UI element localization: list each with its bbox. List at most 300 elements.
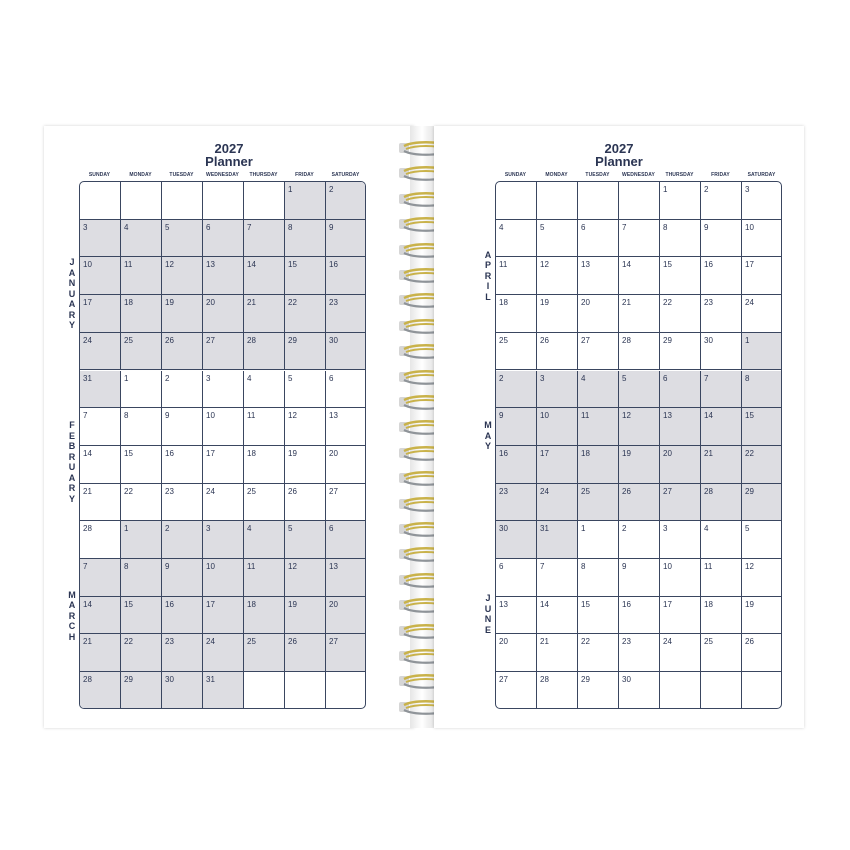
day-cell[interactable] [326,295,366,333]
day-number: 1 [663,185,668,194]
day-number: 23 [622,637,631,647]
day-number: 8 [745,373,750,383]
day-cell[interactable] [285,672,326,709]
day-number: 28 [83,675,92,685]
day-number: 6 [499,562,504,571]
day-cell[interactable] [162,634,203,672]
day-cell[interactable] [742,597,782,635]
day-number: 2 [165,524,170,534]
day-cell[interactable] [326,371,366,409]
day-cell[interactable] [496,220,537,258]
day-cell[interactable] [742,634,782,672]
day-number: 16 [165,448,174,458]
day-cell[interactable] [537,446,578,484]
day-cell[interactable] [578,672,619,709]
day-cell[interactable] [121,484,162,522]
day-cell[interactable] [496,559,537,597]
day-cell[interactable] [244,220,285,258]
day-cell[interactable] [578,559,619,597]
day-cell[interactable] [203,597,244,635]
day-number: 28 [704,486,713,496]
day-cell[interactable] [326,521,366,559]
day-number: 20 [663,448,672,458]
day-cell[interactable] [121,408,162,446]
day-cell[interactable] [162,672,203,709]
weekday-tuesday: TUESDAY [169,172,194,178]
day-cell[interactable] [121,672,162,709]
day-number: 22 [124,637,133,647]
day-cell[interactable] [578,446,619,484]
day-number: 30 [622,675,631,685]
day-number: 4 [581,373,586,383]
day-cell[interactable] [537,333,578,371]
day-number: 12 [288,411,297,421]
day-number: 16 [704,260,713,270]
day-cell[interactable] [203,559,244,597]
day-cell[interactable] [619,446,660,484]
day-cell[interactable] [80,408,121,446]
day-cell[interactable] [496,446,537,484]
day-cell[interactable] [121,446,162,484]
day-cell[interactable] [496,521,537,559]
day-cell[interactable] [701,182,742,220]
day-cell[interactable] [660,182,701,220]
day-cell[interactable] [162,408,203,446]
day-number: 25 [581,486,590,496]
day-number: 8 [663,222,668,232]
day-cell[interactable] [162,182,203,220]
day-cell[interactable] [660,559,701,597]
day-cell[interactable] [80,220,121,258]
day-cell[interactable] [496,295,537,333]
day-cell[interactable] [537,521,578,559]
day-cell[interactable] [701,559,742,597]
day-cell[interactable] [244,634,285,672]
day-cell[interactable] [537,182,578,220]
day-number: 21 [540,637,549,647]
day-cell[interactable] [203,371,244,409]
day-cell[interactable] [80,672,121,709]
day-cell[interactable] [326,597,366,635]
day-cell[interactable] [244,521,285,559]
day-cell[interactable] [660,333,701,371]
day-cell[interactable] [80,371,121,409]
day-cell[interactable] [578,521,619,559]
day-cell[interactable] [537,257,578,295]
day-cell[interactable] [244,371,285,409]
day-cell[interactable] [619,220,660,258]
day-number: 15 [745,411,754,421]
day-cell[interactable] [537,220,578,258]
day-number: 9 [499,411,504,421]
day-number: 19 [288,448,297,458]
day-cell[interactable] [660,220,701,258]
day-cell[interactable] [121,257,162,295]
day-cell[interactable] [578,371,619,409]
day-cell[interactable] [496,257,537,295]
day-cell[interactable] [162,597,203,635]
day-number: 1 [581,524,586,534]
day-cell[interactable] [742,408,782,446]
day-cell[interactable] [80,257,121,295]
day-cell[interactable] [496,484,537,522]
day-number: 23 [704,298,713,308]
weekday-friday: FRIDAY [295,172,314,178]
day-cell[interactable] [244,559,285,597]
day-cell[interactable] [203,220,244,258]
day-cell[interactable] [619,371,660,409]
weekday-monday: MONDAY [545,172,568,178]
day-cell[interactable] [701,634,742,672]
day-cell[interactable] [660,371,701,409]
day-number: 27 [329,486,338,496]
day-number: 9 [165,411,170,421]
day-number: 7 [83,562,88,571]
day-cell[interactable] [660,446,701,484]
day-number: 8 [124,562,129,571]
day-cell[interactable] [285,559,326,597]
day-cell[interactable] [537,634,578,672]
day-cell[interactable] [162,295,203,333]
day-cell[interactable] [578,182,619,220]
day-cell[interactable] [701,672,742,709]
day-number: 4 [247,524,252,534]
day-cell[interactable] [537,371,578,409]
day-cell[interactable] [742,371,782,409]
weekday-wednesday: WEDNESDAY [622,172,655,178]
day-number: 2 [622,524,627,534]
day-cell[interactable] [80,484,121,522]
day-number: 21 [704,448,713,458]
day-cell[interactable] [162,333,203,371]
day-cell[interactable] [537,559,578,597]
day-cell[interactable] [326,408,366,446]
left-calendar-grid [79,181,366,709]
day-cell[interactable] [537,408,578,446]
day-cell[interactable] [660,484,701,522]
day-number: 12 [745,562,754,571]
left-year: 2027 [214,141,244,156]
day-cell[interactable] [578,634,619,672]
day-number: 1 [288,185,293,194]
day-cell[interactable] [285,484,326,522]
day-cell[interactable] [203,408,244,446]
day-cell[interactable] [537,672,578,709]
day-cell[interactable] [203,484,244,522]
day-cell[interactable] [80,182,121,220]
day-cell[interactable] [244,446,285,484]
day-cell[interactable] [537,295,578,333]
weekday-saturday: SATURDAY [747,172,776,178]
day-cell[interactable] [619,182,660,220]
day-cell[interactable] [244,672,285,709]
day-number: 30 [704,335,713,345]
weekday-sunday: SUNDAY [504,172,527,178]
day-number: 27 [206,335,215,345]
day-cell[interactable] [121,371,162,409]
right-planner-word: Planner [595,154,643,169]
day-cell[interactable] [244,257,285,295]
day-cell[interactable] [660,257,701,295]
day-cell[interactable] [742,257,782,295]
day-cell[interactable] [326,484,366,522]
day-number: 17 [663,599,672,609]
day-number: 22 [745,448,754,458]
day-number: 30 [499,524,508,534]
day-cell[interactable] [742,672,782,709]
day-cell[interactable] [285,634,326,672]
day-cell[interactable] [121,597,162,635]
day-cell[interactable] [203,521,244,559]
day-number: 25 [704,637,713,647]
day-cell[interactable] [121,295,162,333]
day-cell[interactable] [203,333,244,371]
day-cell[interactable] [285,257,326,295]
day-number: 31 [540,524,549,534]
day-cell[interactable] [701,484,742,522]
day-number: 14 [83,448,92,458]
day-number: 3 [206,373,211,383]
day-number: 28 [622,335,631,345]
day-cell[interactable] [285,182,326,220]
day-cell[interactable] [742,559,782,597]
day-cell[interactable] [701,295,742,333]
day-number: 7 [704,373,709,383]
month-label-april: A P R I L [484,249,492,302]
day-cell[interactable] [660,408,701,446]
day-number: 24 [745,298,754,308]
day-cell[interactable] [285,597,326,635]
day-cell[interactable] [578,333,619,371]
day-cell[interactable] [619,257,660,295]
day-cell[interactable] [660,672,701,709]
day-cell[interactable] [619,408,660,446]
day-number: 22 [288,298,297,308]
day-cell[interactable] [326,333,366,371]
day-cell[interactable] [285,371,326,409]
day-number: 17 [745,260,754,270]
day-cell[interactable] [244,597,285,635]
day-number: 5 [288,524,293,534]
day-cell[interactable] [660,634,701,672]
day-cell[interactable] [326,257,366,295]
day-number: 9 [165,562,170,571]
day-cell[interactable] [701,333,742,371]
day-cell[interactable] [496,182,537,220]
day-cell[interactable] [701,446,742,484]
day-cell[interactable] [326,220,366,258]
day-cell[interactable] [244,295,285,333]
day-cell[interactable] [121,333,162,371]
day-number: 28 [247,335,256,345]
day-number: 5 [745,524,750,534]
day-cell[interactable] [619,295,660,333]
day-cell[interactable] [742,333,782,371]
day-cell[interactable] [619,484,660,522]
day-number: 2 [329,185,334,194]
day-cell[interactable] [742,220,782,258]
day-cell[interactable] [742,295,782,333]
day-cell[interactable] [578,408,619,446]
day-cell[interactable] [619,597,660,635]
day-number: 13 [499,599,508,609]
day-cell[interactable] [244,333,285,371]
day-cell[interactable] [701,408,742,446]
day-cell[interactable] [701,521,742,559]
day-number: 2 [704,185,709,194]
day-cell[interactable] [244,408,285,446]
day-number: 25 [247,486,256,496]
day-number: 7 [622,222,627,232]
day-cell[interactable] [80,521,121,559]
day-cell[interactable] [701,597,742,635]
day-cell[interactable] [80,634,121,672]
day-cell[interactable] [578,597,619,635]
day-cell[interactable] [701,220,742,258]
day-cell[interactable] [496,408,537,446]
day-number: 3 [540,373,545,383]
day-cell[interactable] [326,559,366,597]
day-number: 5 [622,373,627,383]
day-cell[interactable] [496,672,537,709]
right-page-title [434,142,804,168]
day-number: 15 [288,260,297,270]
right-page [434,126,804,728]
day-cell[interactable] [578,257,619,295]
day-cell[interactable] [496,371,537,409]
day-cell[interactable] [203,182,244,220]
day-cell[interactable] [326,672,366,709]
day-cell[interactable] [619,559,660,597]
weekday-saturday: SATURDAY [331,172,360,178]
day-number: 19 [745,599,754,609]
day-number: 6 [329,373,334,383]
day-cell[interactable] [121,559,162,597]
day-cell[interactable] [326,446,366,484]
left-page [44,126,414,728]
day-number: 15 [124,448,133,458]
day-cell[interactable] [578,220,619,258]
day-cell[interactable] [660,521,701,559]
day-cell[interactable] [285,333,326,371]
day-cell[interactable] [285,220,326,258]
day-cell[interactable] [162,220,203,258]
day-cell[interactable] [701,257,742,295]
day-cell[interactable] [80,597,121,635]
day-cell[interactable] [742,446,782,484]
day-cell[interactable] [203,295,244,333]
day-cell[interactable] [619,672,660,709]
day-number: 15 [581,599,590,609]
day-number: 23 [165,486,174,496]
day-cell[interactable] [619,333,660,371]
day-cell[interactable] [244,182,285,220]
day-cell[interactable] [121,182,162,220]
day-number: 22 [663,298,672,308]
day-cell[interactable] [203,257,244,295]
day-cell[interactable] [742,521,782,559]
day-number: 3 [83,222,88,232]
day-number: 25 [124,335,133,345]
day-number: 26 [745,637,754,647]
day-number: 8 [288,222,293,232]
day-cell[interactable] [660,295,701,333]
day-cell[interactable] [121,521,162,559]
day-cell[interactable] [203,634,244,672]
day-number: 29 [745,486,754,496]
day-cell[interactable] [80,559,121,597]
day-cell[interactable] [326,182,366,220]
day-number: 10 [206,411,215,421]
day-cell[interactable] [80,295,121,333]
day-number: 6 [581,222,586,232]
day-cell[interactable] [80,333,121,371]
day-cell[interactable] [162,446,203,484]
day-number: 19 [288,599,297,609]
day-number: 9 [329,222,334,232]
day-cell[interactable] [701,371,742,409]
day-number: 13 [581,260,590,270]
day-number: 20 [581,298,590,308]
weekday-sunday: SUNDAY [88,172,111,178]
day-cell[interactable] [162,371,203,409]
day-cell[interactable] [326,634,366,672]
day-number: 13 [206,260,215,270]
day-cell[interactable] [285,408,326,446]
day-cell[interactable] [537,597,578,635]
day-cell[interactable] [537,484,578,522]
day-cell[interactable] [162,257,203,295]
day-cell[interactable] [203,672,244,709]
day-cell[interactable] [619,521,660,559]
day-number: 30 [329,335,338,345]
day-cell[interactable] [742,182,782,220]
day-cell[interactable] [578,484,619,522]
day-cell[interactable] [496,597,537,635]
day-cell[interactable] [496,634,537,672]
day-cell[interactable] [162,559,203,597]
left-page-title [44,142,414,168]
day-cell[interactable] [203,446,244,484]
day-number: 18 [581,448,590,458]
day-cell[interactable] [244,484,285,522]
day-cell[interactable] [80,446,121,484]
day-number: 26 [165,335,174,345]
day-cell[interactable] [285,295,326,333]
day-cell[interactable] [121,634,162,672]
day-number: 3 [206,524,211,534]
day-cell[interactable] [619,634,660,672]
day-cell[interactable] [285,446,326,484]
day-cell[interactable] [660,597,701,635]
day-cell[interactable] [285,521,326,559]
day-cell[interactable] [742,484,782,522]
day-cell[interactable] [496,333,537,371]
day-number: 3 [663,524,668,534]
day-number: 20 [499,637,508,647]
day-number: 1 [124,373,129,383]
day-number: 27 [663,486,672,496]
day-number: 27 [329,637,338,647]
day-number: 16 [165,599,174,609]
day-cell[interactable] [162,484,203,522]
day-number: 15 [124,599,133,609]
day-cell[interactable] [578,295,619,333]
day-number: 14 [622,260,631,270]
day-cell[interactable] [121,220,162,258]
day-cell[interactable] [162,521,203,559]
day-number: 28 [540,675,549,685]
